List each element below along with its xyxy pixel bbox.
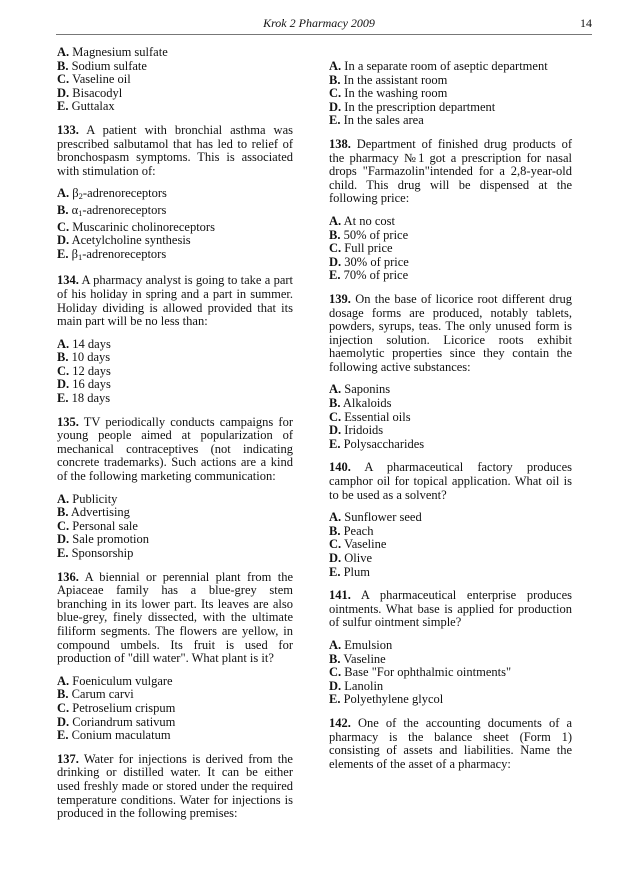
answer-option[interactable] [57,338,293,352]
answer-option[interactable] [57,204,293,221]
question-block [57,274,293,328]
answer-option[interactable] [57,100,293,114]
option-text: -adrenoreceptors [82,246,167,261]
question-block [329,717,572,771]
question-number: 139. [329,291,351,306]
option-text: In the sales area [343,113,424,128]
question-block [329,293,572,375]
option-letter: D. [329,423,342,438]
question-text: Water for injections is derived from the drinking or distilled water. It can be either used freshly made or stored under the required temperature conditions. Water for injections is produced in the following premises: [57,751,293,821]
option-letter: E. [57,246,69,261]
answer-option[interactable] [57,234,293,248]
option-letter: B. [329,227,341,242]
option-letter: A. [329,510,342,525]
answer-option[interactable] [57,729,293,743]
answer-option[interactable] [57,60,293,74]
option-text: Sunflower seed [344,510,422,525]
option-text: Base "For ophthalmic ointments" [344,665,512,680]
option-letter: E. [329,113,341,128]
option-text: 30% of price [344,254,409,269]
option-text: Saponins [344,382,391,397]
answer-option[interactable] [329,383,572,397]
answer-option[interactable] [329,511,572,525]
option-letter: B. [329,651,341,666]
option-subscript: 1 [78,207,83,218]
option-letter: E. [329,268,341,283]
option-letter: D. [329,551,342,565]
option-letter: B. [329,396,341,411]
answer-option[interactable] [57,187,293,204]
answer-option[interactable] [57,716,293,730]
option-letter: C. [57,219,70,234]
answer-option[interactable] [57,506,293,520]
answer-option[interactable] [329,438,572,452]
question-number: 134. [57,273,79,288]
option-text: Alkaloids [342,396,392,411]
option-text: 14 days [72,336,111,351]
option-letter: E. [57,546,69,560]
option-letter: E. [57,99,69,114]
option-text: Conium maculatum [71,728,171,743]
option-text: Coriandrum sativum [72,714,176,729]
left-column [57,46,293,830]
question-block [57,571,293,666]
answer-option[interactable] [329,256,572,270]
option-letter: C. [329,241,342,256]
question-number: 142. [329,715,351,730]
option-letter: D. [57,85,70,100]
question-number: 141. [329,588,351,603]
option-text: Vaseline [344,537,387,552]
question-block [329,138,572,206]
question-number: 136. [57,569,79,584]
option-text: At no cost [343,213,395,228]
answer-option[interactable] [57,392,293,406]
option-letter: D. [329,254,342,269]
option-letter: B. [329,523,341,538]
option-text: Magnesium sulfate [72,45,168,59]
option-letter: B. [57,350,69,365]
option-text: Advertising [70,505,130,520]
question-text: TV periodically conducts campaigns for young people aimed at popularization of mechanical contraceptives (not indicating concrete trademarks). Such actions are a kind of the following marketing communication: [57,414,293,484]
option-letter: D. [57,532,70,547]
option-text: In the prescription department [344,99,496,114]
answer-option[interactable] [57,533,293,547]
option-text: In the washing room [344,86,448,101]
option-text: Lanolin [344,678,384,693]
answer-option[interactable] [329,666,572,680]
question-number: 133. [57,122,79,137]
answer-option[interactable] [57,365,293,379]
option-letter: C. [57,518,70,533]
answer-option[interactable] [57,73,293,87]
answer-option[interactable] [329,525,572,539]
answer-option[interactable] [329,639,572,653]
answer-option[interactable] [329,693,572,707]
option-text: Iridoids [344,423,384,438]
option-text: -adrenoreceptors [82,202,167,217]
answer-option[interactable] [57,221,293,235]
option-text: Emulsion [344,637,393,652]
question-number: 137. [57,751,79,766]
answer-option[interactable] [57,378,293,392]
answer-option[interactable] [329,114,572,128]
option-letter: C. [329,537,342,552]
option-letter: C. [329,409,342,424]
question-number: 135. [57,414,79,429]
answer-option[interactable] [329,87,572,101]
option-letter: E. [329,692,341,707]
option-letter: C. [57,700,70,715]
answer-option[interactable] [329,397,572,411]
question-block [57,416,293,484]
option-letter: A. [57,186,70,201]
option-text: -adrenoreceptors [82,186,167,201]
answer-option[interactable] [329,74,572,88]
question-text: A biennial or perennial plant from the Apiaceae family has a blue-grey stem branching in its lower part. Its leaves are also blue-grey, finely dissected, with the ultimate filiform segments. The flowers are yellow, in compound umbels. Its fruit is used for production of "dill water". What plant is it? [57,569,293,666]
option-list [329,60,572,128]
option-text: Muscarinic cholinoreceptors [72,219,215,234]
option-text: Guttalax [71,99,115,114]
answer-option[interactable] [329,411,572,425]
option-list [329,511,572,579]
answer-option[interactable] [57,688,293,702]
option-text: Plum [343,564,370,579]
option-letter: E. [57,728,69,743]
option-letter: D. [57,714,70,729]
answer-option[interactable] [329,680,572,694]
option-text: Publicity [72,491,118,506]
option-list [57,46,293,114]
option-text: Petroselium crispum [72,700,176,715]
option-letter: C. [57,72,70,87]
answer-option[interactable] [57,547,293,561]
option-letter: B. [57,505,69,520]
option-letter: A. [329,213,342,228]
answer-option[interactable] [57,675,293,689]
answer-option[interactable] [57,520,293,534]
option-text: Essential oils [344,409,411,424]
answer-option[interactable] [329,215,572,229]
answer-option[interactable] [57,46,293,60]
option-list [329,383,572,451]
option-text: In the assistant room [343,72,448,87]
answer-option[interactable] [329,424,572,438]
option-text: Foeniculum vulgare [72,673,173,688]
option-letter: E. [57,391,69,406]
answer-option[interactable] [57,351,293,365]
option-text: 16 days [72,377,111,392]
question-number: 140. [329,460,351,475]
option-text: 10 days [71,350,111,365]
option-symbol: α [71,202,79,217]
option-letter: D. [57,377,70,392]
answer-option[interactable] [329,269,572,283]
option-letter: B. [57,202,69,217]
option-list [57,675,293,743]
option-list [329,215,572,283]
answer-option[interactable] [329,552,572,566]
option-text: Carum carvi [71,687,134,702]
option-list [57,338,293,406]
option-letter: A. [57,491,70,506]
question-text: Department of finished drug products of the pharmacy №1 got a prescription for nasal drops "Farmazolin"intended for a 2,8-year-old child. This drug will be dispensed at the following price: [329,136,572,206]
question-text: A pharmacy analyst is going to take a part of his holiday in spring and a part in summer. Holiday dividing is allowed provided that its main part will be no less than: [57,273,294,329]
answer-option[interactable] [329,229,572,243]
option-list [57,493,293,561]
option-letter: A. [329,59,342,73]
option-text: Sodium sulfate [71,58,147,73]
header-title: Krok 2 Pharmacy 2009 [263,16,375,30]
option-text: Bisacodyl [72,85,123,100]
question-text: A pharmaceutical enterprise produces ointments. What base is applied for production of sulfur ointment simple? [329,588,572,630]
option-text: 12 days [72,363,111,378]
question-text: On the base of licorice root different drug dosage forms are produced, notably tablets, powders, syrups, teas. The only unused form is injection solution. Licorice roots exhibit haemolytic properties since they contain the following active substances: [329,291,572,374]
question-block [57,753,293,821]
option-letter: A. [57,336,70,351]
option-text: In a separate room of aseptic department [344,59,548,73]
option-letter: B. [57,687,69,702]
option-letter: A. [329,637,342,652]
question-block [329,589,572,630]
option-letter: A. [57,673,70,688]
option-text: Polysaccharides [343,436,425,451]
answer-option[interactable] [329,242,572,256]
option-text: Personal sale [72,518,138,533]
header-rule [56,34,592,35]
answer-option[interactable] [329,60,572,74]
option-letter: A. [329,382,342,397]
answer-option[interactable] [329,566,572,580]
option-text: Sale promotion [72,532,150,547]
answer-option[interactable] [329,101,572,115]
option-symbol: β [71,246,78,261]
option-text: Polyethylene glycol [343,692,444,707]
option-letter: C. [329,665,342,680]
option-letter: C. [57,363,70,378]
option-letter: E. [329,564,341,579]
option-symbol: β [72,186,79,201]
option-letter: B. [329,72,341,87]
option-letter: D. [329,99,342,114]
option-letter: C. [329,86,342,101]
option-text: Sponsorship [71,546,134,560]
option-letter: E. [329,436,341,451]
option-letter: B. [57,58,69,73]
option-text: Vaseline [343,651,386,666]
option-text: 18 days [71,391,111,406]
option-text: Peach [343,523,374,538]
option-subscript: 2 [78,191,83,202]
answer-option[interactable] [57,248,293,265]
option-text: Vaseline oil [72,72,131,87]
option-list [57,187,293,264]
option-letter: D. [57,233,70,248]
page-header [0,12,638,32]
option-letter: D. [329,678,342,693]
answer-option[interactable] [329,538,572,552]
option-text: Acetylcholine synthesis [71,233,191,248]
question-text: A patient with bronchial asthma was prescribed salbutamol that has led to relief of bronchospasm symptoms. This is associated with stimulation of: [57,122,293,178]
right-column [329,60,572,780]
option-list [329,639,572,707]
question-block [57,124,293,178]
question-block [329,461,572,502]
option-text: Full price [344,241,393,256]
question-text: One of the accounting documents of a pharmacy is the balance sheet (Form 1) consisting of assets and liabilities. Name the elements of the asset of a pharmacy: [329,715,572,771]
page-number: 14 [580,16,592,30]
option-text: 50% of price [343,227,409,242]
answer-option[interactable] [57,493,293,507]
answer-option[interactable] [57,702,293,716]
answer-option[interactable] [329,653,572,667]
answer-option[interactable] [57,87,293,101]
option-text: 70% of price [343,268,409,283]
option-letter: A. [57,45,70,59]
option-subscript: 1 [77,251,83,262]
option-text: Olive [344,551,373,565]
question-number: 138. [329,136,351,151]
question-text: A pharmaceutical factory produces camphor oil for topical application. What oil is to be used as a solvent? [329,460,572,502]
